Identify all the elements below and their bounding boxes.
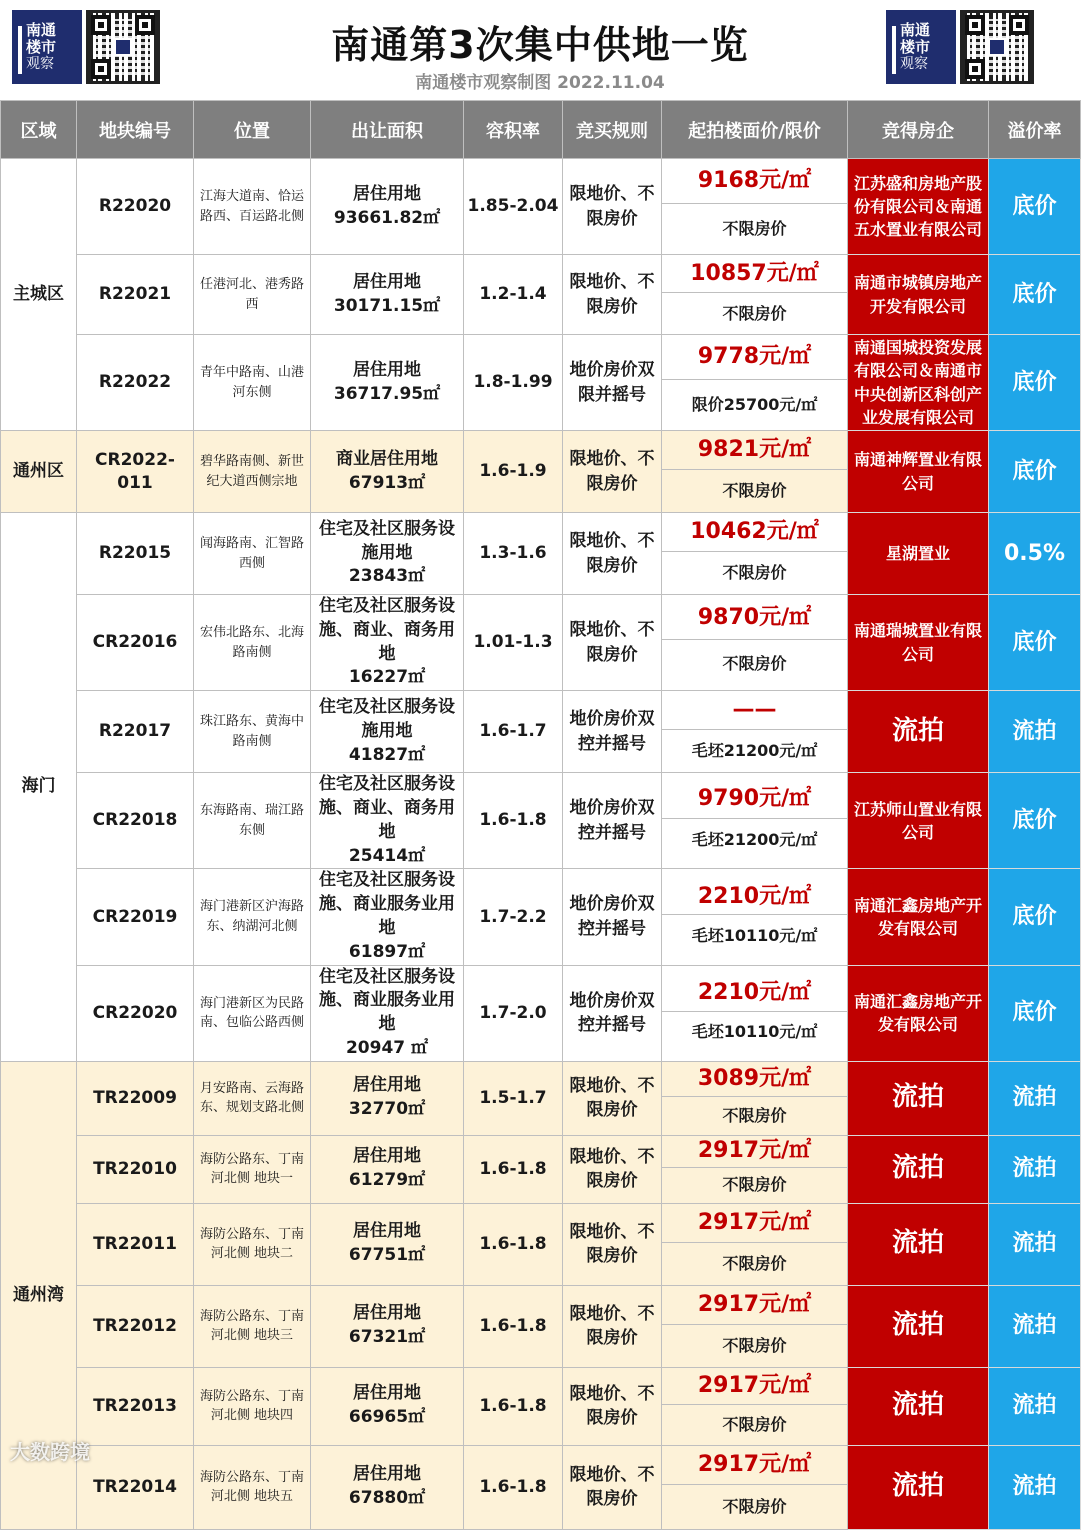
premium-rate: 底价: [989, 431, 1081, 513]
land-area: 66965㎡: [348, 1407, 426, 1428]
bidding-rule: 限地价、不限房价: [563, 255, 662, 335]
starting-price: 3089元/㎡: [662, 1062, 847, 1097]
land-use: 住宅及社区服务设施、商业、商务用地: [319, 596, 455, 664]
land-area: 30171.15㎡: [333, 295, 441, 316]
plot-id: TR22009: [77, 1061, 194, 1135]
plot-id: TR22013: [77, 1367, 194, 1445]
winning-developer: 流拍: [848, 1285, 989, 1367]
starting-price: 9790元/㎡: [662, 780, 847, 819]
winning-developer: 流拍: [848, 1445, 989, 1529]
price-limit: 不限房价: [722, 1414, 787, 1434]
premium-rate: 流拍: [989, 691, 1081, 773]
table-row: [1, 773, 1081, 869]
land-area: 20947 ㎡: [345, 1037, 429, 1058]
land-use: 居住用地: [353, 1303, 421, 1324]
plot-id: R22022: [77, 335, 194, 431]
bidding-rule: 限地价、不限房价: [563, 513, 662, 595]
floor-area-ratio: 1.7-2.0: [464, 965, 563, 1061]
plot-area-cell: [311, 869, 464, 965]
table-row: [1, 431, 1081, 513]
price-limit: 毛坯10110元/㎡: [691, 1021, 818, 1041]
land-area: 25414㎡: [348, 845, 426, 866]
winning-developer: 江苏盛和房地产股份有限公司＆南通五水置业有限公司: [848, 159, 989, 255]
plot-id: TR22010: [77, 1135, 194, 1203]
table-row: [1, 1135, 1081, 1203]
table-row: [1, 1285, 1081, 1367]
winning-developer: 江苏师山置业有限公司: [848, 773, 989, 869]
floor-area-ratio: 1.6-1.7: [464, 691, 563, 773]
floor-area-ratio: 1.2-1.4: [464, 255, 563, 335]
land-area: 32770㎡: [348, 1099, 426, 1120]
price-limit: 不限房价: [722, 654, 787, 674]
price-cell: [662, 691, 848, 773]
price-limit: 不限房价: [722, 1496, 787, 1516]
plot-id: TR22012: [77, 1285, 194, 1367]
price-cell: [662, 1445, 848, 1529]
table-row: [1, 335, 1081, 431]
winning-developer: 南通国城投资发展有限公司＆南通市中央创新区科创产业发展有限公司: [848, 335, 989, 431]
bidding-rule: 地价房价双控并摇号: [563, 773, 662, 869]
page-subtitle: 南通楼市观察制图 2022.11.04: [415, 73, 665, 93]
plot-location: 海防公路东、丁南河北侧 地块二: [194, 1203, 311, 1285]
premium-rate: 底价: [989, 255, 1081, 335]
floor-area-ratio: 1.6-1.8: [464, 773, 563, 869]
region-cell: 海门: [1, 513, 77, 1062]
plot-id: TR22014: [77, 1445, 194, 1529]
plot-id: R22017: [77, 691, 194, 773]
premium-rate: 0.5%: [989, 513, 1081, 595]
land-area: 67913㎡: [348, 472, 426, 493]
price-cell: [662, 869, 848, 965]
plot-area-cell: [311, 1203, 464, 1285]
winning-developer: 流拍: [848, 691, 989, 773]
starting-price: 2210元/㎡: [662, 878, 847, 915]
brand-logo: 南通 楼市 观察: [886, 10, 956, 84]
price-limit: 不限房价: [722, 563, 787, 583]
plot-area-cell: [311, 691, 464, 773]
plot-location: 海门港新区沪海路东、纳湖河北侧: [194, 869, 311, 965]
plot-location: 碧华路南侧、新世纪大道西侧宗地: [194, 431, 311, 513]
plot-location: 任港河北、港秀路西: [194, 255, 311, 335]
land-area: 61897㎡: [348, 941, 426, 962]
bidding-rule: 限地价、不限房价: [563, 1135, 662, 1203]
land-area: 16227㎡: [348, 667, 426, 688]
region-cell: 通州区: [1, 431, 77, 513]
plot-location: 宏伟北路东、北海路南侧: [194, 595, 311, 691]
starting-price: 2917元/㎡: [662, 1136, 847, 1168]
premium-rate: 流拍: [989, 1135, 1081, 1203]
bidding-rule: 限地价、不限房价: [563, 595, 662, 691]
winning-developer: 南通汇鑫房地产开发有限公司: [848, 965, 989, 1061]
premium-rate: 流拍: [989, 1285, 1081, 1367]
plot-id: CR22016: [77, 595, 194, 691]
land-use: 居住用地: [353, 1383, 421, 1404]
floor-area-ratio: 1.6-1.8: [464, 1367, 563, 1445]
land-use: 居住用地: [353, 1464, 421, 1485]
plot-area-cell: [311, 431, 464, 513]
col-header: 区域: [1, 101, 77, 159]
price-cell: [662, 773, 848, 869]
land-use: 居住用地: [353, 271, 421, 292]
bidding-rule: 限地价、不限房价: [563, 1061, 662, 1135]
page-title: 南通第3次集中供地一览: [331, 23, 749, 67]
winning-developer: 南通瑞城置业有限公司: [848, 595, 989, 691]
land-use: 居住用地: [353, 359, 421, 380]
brand-logo: 南通 楼市 观察: [12, 10, 82, 84]
plot-location: 江海大道南、恰运路西、百运路北侧: [194, 159, 311, 255]
plot-location: 海防公路东、丁南河北侧 地块四: [194, 1367, 311, 1445]
land-area: 67321㎡: [348, 1327, 426, 1348]
starting-price: 2210元/㎡: [662, 975, 847, 1012]
starting-price: 2917元/㎡: [662, 1446, 847, 1485]
watermark: 大数跨境: [10, 1440, 90, 1464]
plot-area-cell: [311, 335, 464, 431]
land-area: 41827㎡: [348, 744, 426, 765]
floor-area-ratio: 1.3-1.6: [464, 513, 563, 595]
floor-area-ratio: 1.7-2.2: [464, 869, 563, 965]
premium-rate: 底价: [989, 335, 1081, 431]
col-header: 起拍楼面价/限价: [662, 101, 848, 159]
starting-price: 9870元/㎡: [662, 597, 847, 640]
land-area: 67751㎡: [348, 1245, 426, 1266]
starting-price: 2917元/㎡: [662, 1286, 847, 1325]
premium-rate: 流拍: [989, 1061, 1081, 1135]
logo-right: [886, 10, 1034, 84]
header: [0, 0, 1080, 100]
price-cell: [662, 595, 848, 691]
plot-area-cell: [311, 595, 464, 691]
plot-id: R22020: [77, 159, 194, 255]
winning-developer: 南通神辉置业有限公司: [848, 431, 989, 513]
land-area: 61279㎡: [348, 1170, 426, 1191]
plot-area-cell: [311, 513, 464, 595]
price-cell: [662, 335, 848, 431]
land-use: 居住用地: [353, 183, 421, 204]
table-row: [1, 869, 1081, 965]
floor-area-ratio: 1.5-1.7: [464, 1061, 563, 1135]
land-use: 居住用地: [353, 1146, 421, 1167]
price-cell: [662, 431, 848, 513]
bidding-rule: 限地价、不限房价: [563, 1367, 662, 1445]
starting-price: 10857元/㎡: [662, 255, 847, 293]
plot-location: 东海路南、瑞江路东侧: [194, 773, 311, 869]
land-use: 住宅及社区服务设施、商业服务业用地: [319, 870, 455, 938]
table-row: [1, 1061, 1081, 1135]
col-header: 地块编号: [77, 101, 194, 159]
bidding-rule: 限地价、不限房价: [563, 1203, 662, 1285]
plot-location: 海防公路东、丁南河北侧 地块一: [194, 1135, 311, 1203]
land-use: 居住用地: [353, 1075, 421, 1096]
price-limit: 不限房价: [722, 1105, 787, 1125]
table-row: [1, 159, 1081, 255]
table-row: [1, 255, 1081, 335]
premium-rate: 流拍: [989, 1367, 1081, 1445]
plot-id: R22015: [77, 513, 194, 595]
starting-price: ——: [662, 691, 847, 730]
winning-developer: 南通市城镇房地产开发有限公司: [848, 255, 989, 335]
table-row: [1, 965, 1081, 1061]
plot-location: 海防公路东、丁南河北侧 地块三: [194, 1285, 311, 1367]
land-area: 36717.95㎡: [333, 383, 441, 404]
land-use: 商业居住用地: [336, 448, 438, 469]
price-limit: 不限房价: [722, 1335, 787, 1355]
table-row: [1, 1367, 1081, 1445]
col-header: 出让面积: [311, 101, 464, 159]
premium-rate: 底价: [989, 159, 1081, 255]
table-row: [1, 595, 1081, 691]
plot-id: CR22019: [77, 869, 194, 965]
bidding-rule: 限地价、不限房价: [563, 159, 662, 255]
plot-area-cell: [311, 965, 464, 1061]
price-cell: [662, 255, 848, 335]
price-cell: [662, 1285, 848, 1367]
land-use: 住宅及社区服务设施用地: [319, 518, 455, 563]
col-header: 竞买规则: [563, 101, 662, 159]
plot-area-cell: [311, 1061, 464, 1135]
price-cell: [662, 965, 848, 1061]
col-header: 容积率: [464, 101, 563, 159]
starting-price: 10462元/㎡: [662, 513, 847, 552]
plot-id: TR22011: [77, 1203, 194, 1285]
plot-area-cell: [311, 1445, 464, 1529]
premium-rate: 底价: [989, 595, 1081, 691]
price-cell: [662, 1135, 848, 1203]
winning-developer: 南通汇鑫房地产开发有限公司: [848, 869, 989, 965]
premium-rate: 底价: [989, 773, 1081, 869]
bidding-rule: 限地价、不限房价: [563, 1285, 662, 1367]
price-limit: 毛坯10110元/㎡: [691, 925, 818, 945]
bidding-rule: 地价房价双控并摇号: [563, 965, 662, 1061]
starting-price: 2917元/㎡: [662, 1368, 847, 1405]
price-limit: 毛坯21200元/㎡: [691, 830, 818, 850]
plot-location: 珠江路东、黄海中路南侧: [194, 691, 311, 773]
starting-price: 9778元/㎡: [662, 335, 847, 380]
winning-developer: 流拍: [848, 1203, 989, 1285]
plot-id: CR2022-011: [77, 431, 194, 513]
floor-area-ratio: 1.01-1.3: [464, 595, 563, 691]
starting-price: 9168元/㎡: [662, 159, 847, 204]
floor-area-ratio: 1.6-1.8: [464, 1203, 563, 1285]
region-cell: 通州湾: [1, 1061, 77, 1529]
winning-developer: 星湖置业: [848, 513, 989, 595]
land-use: 住宅及社区服务设施用地: [319, 696, 455, 741]
price-limit: 不限房价: [722, 1175, 787, 1195]
premium-rate: 流拍: [989, 1203, 1081, 1285]
premium-rate: 底价: [989, 965, 1081, 1061]
land-supply-table: [0, 100, 1081, 1530]
winning-developer: 流拍: [848, 1135, 989, 1203]
plot-location: 海门港新区为民路南、包临公路西侧: [194, 965, 311, 1061]
winning-developer: 流拍: [848, 1367, 989, 1445]
plot-id: CR22018: [77, 773, 194, 869]
price-cell: [662, 1367, 848, 1445]
region-cell: 主城区: [1, 159, 77, 431]
plot-area-cell: [311, 1135, 464, 1203]
table-row: [1, 1203, 1081, 1285]
starting-price: 2917元/㎡: [662, 1204, 847, 1243]
bidding-rule: 地价房价双限并摇号: [563, 335, 662, 431]
plot-location: 月安路南、云海路东、规划支路北侧: [194, 1061, 311, 1135]
table-row: [1, 691, 1081, 773]
table-row: [1, 1445, 1081, 1529]
price-limit: 不限房价: [722, 481, 787, 501]
bidding-rule: 限地价、不限房价: [563, 431, 662, 513]
bidding-rule: 地价房价双控并摇号: [563, 869, 662, 965]
col-header: 溢价率: [989, 101, 1081, 159]
price-limit: 不限房价: [722, 1253, 787, 1273]
floor-area-ratio: 1.6-1.8: [464, 1135, 563, 1203]
price-cell: [662, 1203, 848, 1285]
plot-id: R22021: [77, 255, 194, 335]
floor-area-ratio: 1.85-2.04: [464, 159, 563, 255]
price-limit: 毛坯21200元/㎡: [691, 741, 818, 761]
col-header: 竞得房企: [848, 101, 989, 159]
price-cell: [662, 513, 848, 595]
plot-area-cell: [311, 1285, 464, 1367]
premium-rate: 底价: [989, 869, 1081, 965]
land-area: 23843㎡: [348, 566, 426, 587]
starting-price: 9821元/㎡: [662, 431, 847, 470]
premium-rate: 流拍: [989, 1445, 1081, 1529]
price-limit: 不限房价: [722, 219, 787, 239]
price-limit: 不限房价: [722, 303, 787, 323]
land-area: 67880㎡: [348, 1488, 426, 1509]
floor-area-ratio: 1.6-1.8: [464, 1285, 563, 1367]
plot-area-cell: [311, 159, 464, 255]
bidding-rule: 限地价、不限房价: [563, 1445, 662, 1529]
price-cell: [662, 1061, 848, 1135]
floor-area-ratio: 1.8-1.99: [464, 335, 563, 431]
plot-id: CR22020: [77, 965, 194, 1061]
land-use: 住宅及社区服务设施、商业服务业用地: [319, 966, 455, 1035]
land-use: 住宅及社区服务设施、商业、商务用地: [319, 774, 455, 842]
plot-area-cell: [311, 255, 464, 335]
plot-location: 海防公路东、丁南河北侧 地块五: [194, 1445, 311, 1529]
bidding-rule: 地价房价双控并摇号: [563, 691, 662, 773]
table-row: [1, 513, 1081, 595]
table-header-row: [1, 101, 1081, 159]
qr-code-icon: [960, 10, 1034, 84]
plot-location: 闻海路南、汇智路西侧: [194, 513, 311, 595]
plot-area-cell: [311, 773, 464, 869]
col-header: 位置: [194, 101, 311, 159]
floor-area-ratio: 1.6-1.8: [464, 1445, 563, 1529]
floor-area-ratio: 1.6-1.9: [464, 431, 563, 513]
price-limit: 限价25700元/㎡: [691, 395, 818, 415]
winning-developer: 流拍: [848, 1061, 989, 1135]
plot-location: 青年中路南、山港河东侧: [194, 335, 311, 431]
price-cell: [662, 159, 848, 255]
land-area: 93661.82㎡: [333, 207, 441, 228]
plot-area-cell: [311, 1367, 464, 1445]
land-use: 居住用地: [353, 1221, 421, 1242]
